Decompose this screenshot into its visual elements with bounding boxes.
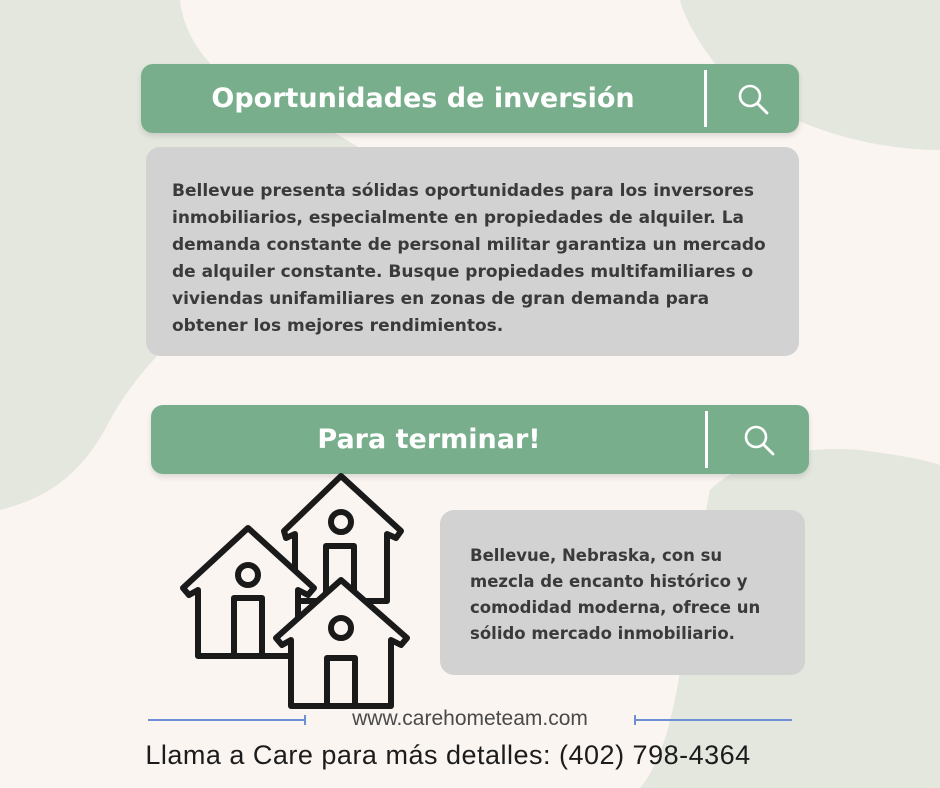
website-link[interactable]: www.carehometeam.com: [352, 707, 588, 730]
investment-body: Bellevue presenta sólidas oportunidades para los inversores inmobiliarios, especialmente en propiedades de alquiler. La demanda constante de personal militar garantiza un mercado de alquiler constante. Busque propiedades multifamiliares o viviendas unifamiliares en zonas de gran demanda para obtener los mejores rendimientos.: [172, 181, 766, 336]
decorative-line-left: [148, 719, 306, 721]
contact-cta: Llama a Care para más detalles: (402) 798-4364: [145, 740, 751, 770]
search-icon: [736, 82, 770, 116]
houses-icon: [176, 468, 416, 713]
search-button[interactable]: [706, 64, 799, 133]
closing-body: Bellevue, Nebraska, con su mezcla de encanto histórico y comodidad moderna, ofrece un sólido mercado inmobiliario.: [470, 546, 761, 643]
closing-text-card: [440, 510, 805, 675]
closing-search-bar[interactable]: [151, 405, 809, 474]
search-icon: [742, 423, 776, 457]
decorative-line-right: [634, 719, 792, 721]
investment-search-bar[interactable]: [141, 64, 799, 133]
search-button[interactable]: [708, 405, 809, 474]
investment-title: Oportunidades de inversión: [211, 83, 635, 114]
investment-text-card: [146, 147, 799, 356]
closing-title: Para terminar!: [317, 424, 541, 455]
